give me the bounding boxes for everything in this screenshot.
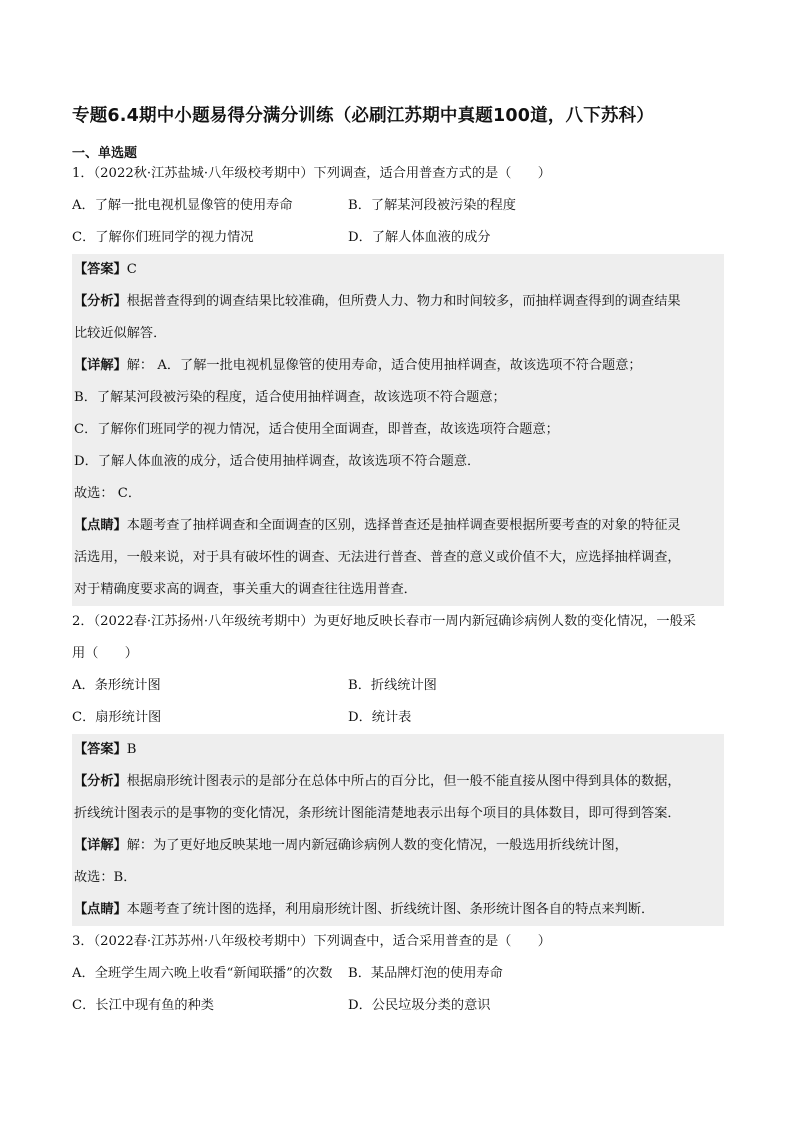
- solution-block: [72, 734, 724, 926]
- option-b: B．折线统计图: [348, 678, 437, 693]
- section-heading: 一、单选题: [72, 146, 138, 161]
- detail-text: 解：为了更好地反映某地一周内新冠确诊病例人数的变化情况，一般选用折线统计图，: [126, 838, 628, 853]
- detail-text: 故选：B．: [74, 870, 137, 885]
- comment-label: 【点睛】: [74, 902, 127, 917]
- detail-text: D．了解人体血液的成分，适合使用抽样调查，故该选项不符合题意．: [74, 454, 481, 469]
- solution-block: [72, 254, 724, 606]
- comment-text: 本题考查了统计图的选择，利用扇形统计图、折线统计图、条形统计图各自的特点来判断．: [126, 902, 655, 917]
- analysis-text: 折线统计图表示的是事物的变化情况，条形统计图能清楚地表示出每个项目的具体数目，即可得到答案．: [74, 806, 681, 821]
- comment-text: 对于精确度要求高的调查，事关重大的调查往往选用普查．: [74, 582, 417, 597]
- option-row: [72, 990, 724, 1022]
- answer-line: [72, 254, 724, 286]
- question-stem: 用（ ）: [72, 646, 138, 661]
- analysis-label: 【分析】: [74, 294, 127, 309]
- detail-line: [72, 350, 724, 382]
- detail-text: C．了解你们班同学的视力情况，适合使用全面调查，即普查，故该选项符合题意；: [74, 422, 559, 437]
- detail-label: 【详解】: [74, 838, 127, 853]
- option-c: C．了解你们班同学的视力情况: [72, 230, 254, 245]
- question-1: [72, 158, 724, 606]
- detail-line: [72, 830, 724, 862]
- answer-value: B: [126, 742, 137, 757]
- option-a: A．了解一批电视机显像管的使用寿命: [72, 198, 293, 213]
- option-b: B．了解某河段被污染的程度: [348, 198, 516, 213]
- option-row: [72, 222, 724, 254]
- option-row: [72, 958, 724, 990]
- question-list: [72, 158, 724, 1022]
- answer-label: 【答案】: [74, 262, 127, 277]
- option-c: C．长江中现有鱼的种类: [72, 998, 214, 1013]
- document-title: 专题6.4期中小题易得分满分训练（必刷江苏期中真题100道，八下苏科）: [72, 106, 655, 126]
- option-d: D．统计表: [348, 710, 412, 725]
- option-b: B．某品牌灯泡的使用寿命: [348, 966, 503, 981]
- detail-text: 解： A．了解一批电视机显像管的使用寿命，适合使用抽样调查，故该选项不符合题意；: [126, 358, 642, 373]
- analysis-text: 比较近似解答．: [74, 326, 167, 341]
- question-3: [72, 926, 724, 1022]
- option-a: A．条形统计图: [72, 678, 161, 693]
- analysis-line: [72, 286, 724, 318]
- comment-line: [72, 510, 724, 542]
- option-c: C．扇形统计图: [72, 710, 162, 725]
- analysis-text: 根据普查得到的调查结果比较准确，但所费人力、物力和时间较多，而抽样调查得到的调查结果: [126, 294, 681, 309]
- detail-text: B．了解某河段被污染的程度，适合使用抽样调查，故该选项不符合题意；: [74, 390, 506, 405]
- question-stem: 1．（2022秋·江苏盐城·八年级校考期中）下列调查，适合用普查方式的是（ ）: [72, 166, 551, 181]
- analysis-text: 根据扇形统计图表示的是部分在总体中所占的百分比，但一般不能直接从图中得到具体的数据，: [126, 774, 681, 789]
- option-a: A．全班学生周六晚上收看“新闻联播”的次数: [72, 966, 333, 981]
- comment-text: 活选用，一般来说，对于具有破坏性的调查、无法进行普查、普查的意义或价值不大，应选择抽样调查，: [74, 550, 681, 565]
- detail-text: 故选： C．: [74, 486, 142, 501]
- question-2: [72, 606, 724, 926]
- analysis-line: [72, 766, 724, 798]
- answer-label: 【答案】: [74, 742, 127, 757]
- answer-value: C: [126, 262, 137, 277]
- option-row: [72, 670, 724, 702]
- option-row: [72, 702, 724, 734]
- detail-label: 【详解】: [74, 358, 127, 373]
- comment-label: 【点睛】: [74, 518, 127, 533]
- question-stem: 2．（2022春·江苏扬州·八年级统考期中）为更好地反映长春市一周内新冠确诊病例人数的变化情况，一般采: [72, 614, 696, 629]
- comment-text: 本题考查了抽样调查和全面调查的区别，选择普查还是抽样调查要根据所要考查的对象的特征灵: [126, 518, 681, 533]
- option-row: [72, 190, 724, 222]
- option-d: D．公民垃圾分类的意识: [348, 998, 491, 1013]
- analysis-label: 【分析】: [74, 774, 127, 789]
- question-stem: 3．（2022春·江苏苏州·八年级校考期中）下列调查中，适合采用普查的是（ ）: [72, 934, 551, 949]
- answer-line: [72, 734, 724, 766]
- option-d: D．了解人体血液的成分: [348, 230, 491, 245]
- comment-line: [72, 894, 724, 926]
